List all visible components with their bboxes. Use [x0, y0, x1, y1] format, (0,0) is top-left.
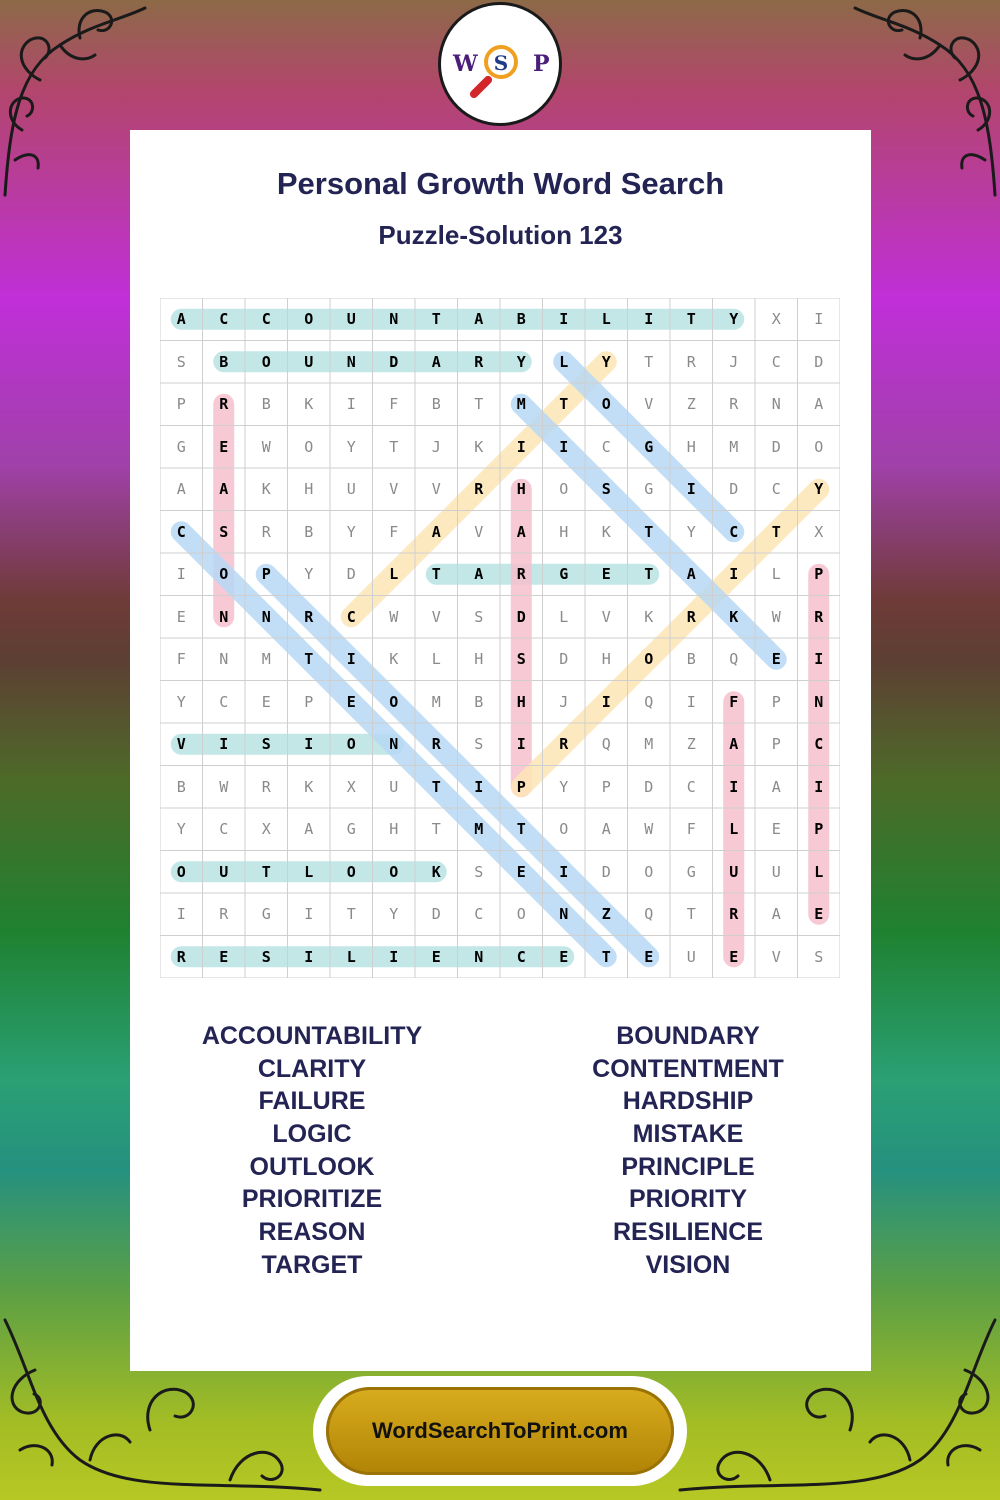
grid-cell: G — [686, 862, 696, 881]
grid-cell: R — [261, 522, 271, 541]
logo-letter-p: P — [533, 51, 550, 77]
grid-cell: I — [304, 735, 314, 753]
grid-cell: A — [516, 522, 526, 541]
grid-cell: L — [559, 607, 569, 626]
grid-cell: T — [474, 395, 484, 413]
grid-cell: O — [176, 862, 186, 881]
grid-cell: J — [559, 692, 569, 711]
grid-cell: T — [431, 310, 441, 328]
grid-cell: R — [559, 735, 569, 753]
grid-cell: E — [431, 947, 441, 966]
grid-cell: D — [814, 352, 824, 371]
grid-cell: E — [346, 692, 356, 711]
grid-cell: T — [261, 862, 271, 881]
grid-cell: N — [389, 310, 399, 328]
grid-cell: C — [686, 777, 696, 796]
grid-cell: O — [644, 650, 654, 668]
grid-cell: T — [431, 565, 441, 583]
word-list-right — [538, 1020, 838, 1282]
grid-cell: T — [389, 437, 399, 456]
word-list-item: PRIORITY — [628, 1185, 748, 1214]
grid-cell: M — [261, 650, 271, 668]
grid-cell: K — [389, 650, 399, 668]
grid-cell: A — [474, 565, 484, 583]
site-logo[interactable] — [438, 2, 562, 126]
grid-cell: X — [261, 820, 271, 838]
grid-cell: Y — [686, 522, 696, 541]
grid-cell: X — [346, 777, 356, 796]
grid-cell: I — [346, 650, 356, 668]
grid-cell: V — [176, 735, 186, 753]
grid-cell: R — [304, 607, 314, 626]
grid-cell: V — [771, 947, 781, 966]
grid-cell: T — [771, 522, 781, 541]
grid-cell: K — [729, 607, 739, 626]
grid-cell: G — [346, 820, 356, 838]
grid-cell: N — [389, 735, 399, 753]
grid-cell: I — [729, 565, 739, 583]
grid-cell: O — [389, 692, 399, 711]
grid-cell: B — [474, 692, 484, 711]
grid-cell: N — [771, 395, 781, 413]
grid-cell: R — [686, 607, 696, 626]
grid-cell: I — [559, 310, 569, 328]
grid-cell: Z — [686, 395, 696, 413]
grid-cell: L — [814, 862, 824, 881]
grid-cell: S — [814, 947, 824, 966]
grid-cell: I — [389, 947, 399, 966]
grid-cell: Y — [176, 820, 186, 838]
grid-cell: Z — [601, 905, 611, 923]
grid-cell: S — [601, 480, 611, 498]
grid-cell: R — [176, 947, 186, 966]
grid-cell: R — [474, 352, 484, 371]
grid-cell: S — [474, 862, 484, 881]
grid-cell: I — [814, 310, 824, 328]
grid-cell: O — [516, 905, 526, 923]
grid-cell: A — [814, 395, 824, 413]
grid-cell: J — [431, 437, 441, 456]
word-list-item: TARGET — [261, 1250, 363, 1279]
grid-cell: X — [771, 310, 781, 328]
grid-cell: L — [601, 310, 611, 328]
grid-cell: D — [729, 480, 739, 498]
grid-cell: D — [516, 607, 526, 626]
grid-cell: E — [814, 905, 824, 923]
grid-cell: E — [601, 565, 611, 583]
word-list-item: HARDSHIP — [622, 1087, 754, 1116]
grid-cell: E — [219, 437, 229, 456]
grid-cell: G — [176, 437, 186, 456]
grid-cell: E — [516, 862, 526, 881]
grid-cell: I — [516, 735, 526, 753]
grid-cell: T — [304, 650, 314, 668]
grid-cell: W — [771, 607, 781, 626]
grid-cell: L — [304, 862, 314, 881]
grid-cell: E — [729, 947, 739, 966]
word-list-item: VISION — [645, 1250, 731, 1279]
grid-cell: E — [559, 947, 569, 966]
word-list-item: RESILIENCE — [612, 1218, 764, 1247]
grid-cell: U — [771, 862, 781, 881]
grid-cell: A — [176, 310, 186, 328]
puzzle-subtitle: Puzzle-Solution 123 — [378, 220, 623, 250]
grid-cell: O — [261, 352, 271, 371]
grid-cell: N — [474, 947, 484, 966]
grid-cell: Y — [516, 352, 526, 371]
grid-cell: O — [304, 437, 314, 456]
grid-cell: U — [346, 480, 356, 498]
grid-cell: R — [686, 352, 696, 371]
grid-cell: A — [304, 820, 314, 838]
grid-cell: S — [516, 650, 526, 668]
grid-cell: H — [686, 437, 696, 456]
grid-cell: Y — [176, 692, 186, 711]
grid-cell: T — [431, 777, 441, 796]
grid-cell: O — [346, 862, 356, 881]
word-list-item: OUTLOOK — [249, 1152, 375, 1181]
grid-cell: R — [219, 395, 229, 413]
grid-cell: O — [644, 862, 654, 881]
grid-cell: C — [219, 820, 229, 838]
grid-cell: P — [304, 692, 314, 711]
grid-cell: I — [219, 735, 229, 753]
grid-cell: B — [219, 352, 229, 371]
grid-cell: X — [814, 522, 824, 541]
grid-cell: V — [431, 480, 441, 498]
grid-cell: A — [729, 735, 739, 753]
grid-cell: E — [771, 820, 781, 838]
grid-cell: C — [346, 607, 356, 626]
grid-cell: M — [644, 735, 654, 753]
ornament-top-left — [0, 0, 150, 200]
grid-cell: H — [304, 480, 314, 498]
grid-cell: T — [431, 820, 441, 838]
grid-cell: P — [771, 692, 781, 711]
grid-cell: C — [219, 692, 229, 711]
grid-cell: S — [261, 735, 271, 753]
grid-cell: Q — [729, 650, 739, 668]
grid-cell: I — [686, 480, 696, 498]
grid-cell: I — [176, 565, 186, 583]
grid-cell: I — [559, 437, 569, 456]
word-list-item: PRIORITIZE — [241, 1185, 383, 1214]
magnifier-icon — [484, 45, 518, 79]
grid-cell: L — [346, 947, 356, 966]
grid-cell: R — [814, 607, 824, 626]
grid-cell: I — [601, 692, 611, 711]
grid-cell: K — [601, 522, 611, 541]
grid-cell: F — [686, 820, 696, 838]
grid-cell: M — [729, 437, 739, 456]
grid-cell: O — [814, 437, 824, 456]
word-list-item: BOUNDARY — [616, 1022, 760, 1050]
grid-cell: T — [601, 947, 611, 966]
grid-cell: G — [644, 437, 654, 456]
grid-cell: F — [729, 692, 739, 711]
grid-cell: A — [176, 480, 186, 498]
grid-cell: Q — [601, 735, 611, 753]
grid-cell: F — [389, 522, 399, 541]
grid-cell: G — [644, 480, 654, 498]
grid-cell: R — [729, 905, 739, 923]
grid-cell: R — [729, 395, 739, 413]
grid-cell: L — [389, 565, 399, 583]
grid-cell: C — [771, 480, 781, 498]
grid-cell: G — [559, 565, 569, 583]
grid-cell: E — [176, 607, 186, 626]
grid-cell: O — [601, 395, 611, 413]
grid-cell: U — [686, 947, 696, 966]
grid-cell: T — [644, 352, 654, 371]
grid-cell: B — [686, 650, 696, 668]
grid-cell: T — [559, 395, 569, 413]
grid-cell: B — [261, 395, 271, 413]
grid-cell: O — [389, 862, 399, 881]
grid-cell: K — [261, 480, 271, 498]
site-link-button[interactable]: WordSearchToPrint.com — [326, 1387, 674, 1475]
grid-cell: D — [644, 777, 654, 796]
grid-cell: C — [219, 310, 229, 328]
grid-cell: H — [559, 522, 569, 541]
grid-cell: C — [729, 522, 739, 541]
grid-cell: A — [686, 565, 696, 583]
grid-cell: N — [261, 607, 271, 626]
grid-cell: B — [304, 522, 314, 541]
grid-cell: I — [729, 777, 739, 796]
grid-cell: G — [261, 905, 271, 923]
grid-cell: R — [219, 905, 229, 923]
grid-cell: C — [601, 437, 611, 456]
grid-cell: Q — [644, 692, 654, 711]
grid-cell: D — [431, 905, 441, 923]
magnifier-handle — [468, 74, 493, 99]
grid-cell: O — [219, 565, 229, 583]
grid-cell: D — [771, 437, 781, 456]
grid-cell: A — [771, 777, 781, 796]
grid-cell: K — [304, 395, 314, 413]
grid-cell: I — [304, 905, 314, 923]
grid-cell: P — [814, 565, 824, 583]
grid-cell: J — [729, 352, 739, 371]
grid-cell: N — [559, 905, 569, 923]
grid-cell: W — [644, 820, 654, 838]
grid-cell: P — [601, 777, 611, 796]
word-list-item: CLARITY — [257, 1054, 367, 1083]
grid-cell: A — [474, 310, 484, 328]
grid-cell: U — [346, 310, 356, 328]
grid-cell: S — [474, 735, 484, 753]
grid-cell: I — [686, 692, 696, 711]
grid-cell: B — [516, 310, 526, 328]
grid-cell: H — [601, 650, 611, 668]
grid-cell: B — [176, 777, 186, 796]
word-list-left — [162, 1020, 462, 1282]
grid-cell: T — [686, 310, 696, 328]
grid-cell: D — [346, 565, 356, 583]
grid-cell: T — [644, 565, 654, 583]
grid-cell: U — [729, 862, 739, 881]
grid-cell: S — [176, 352, 186, 371]
grid-cell: H — [474, 650, 484, 668]
grid-cell: L — [431, 650, 441, 668]
grid-cell: C — [516, 947, 526, 966]
puzzle-title: Personal Growth Word Search — [276, 166, 725, 201]
grid-cell: D — [559, 650, 569, 668]
grid-cell: Y — [304, 565, 314, 583]
grid-cell: C — [474, 905, 484, 923]
grid-cell: V — [389, 480, 399, 498]
grid-cell: Y — [389, 905, 399, 923]
grid-cell: I — [304, 947, 314, 966]
grid-cell: U — [304, 352, 314, 371]
grid-cell: E — [261, 692, 271, 711]
grid-cell: K — [644, 607, 654, 626]
grid-cell: P — [176, 395, 186, 413]
grid-cell: F — [176, 650, 186, 668]
logo-letter-s: S — [493, 51, 509, 75]
grid-cell: T — [644, 522, 654, 541]
grid-cell: N — [346, 352, 356, 371]
word-list-item: FAILURE — [258, 1087, 366, 1116]
grid-cell: V — [474, 522, 484, 541]
grid-cell: Y — [814, 480, 824, 498]
grid-cell: F — [389, 395, 399, 413]
grid-cell: D — [389, 352, 399, 371]
grid-cell: I — [474, 777, 484, 796]
grid-cell: O — [346, 735, 356, 753]
ornament-top-right — [850, 0, 1000, 200]
grid-cell: R — [516, 565, 526, 583]
grid-cell: O — [559, 820, 569, 838]
logo-letter-w: W — [453, 51, 478, 77]
grid-cell: T — [686, 905, 696, 923]
grid-cell: W — [389, 607, 399, 626]
grid-cell: K — [304, 777, 314, 796]
grid-cell: M — [474, 820, 484, 838]
word-list-item: ACCOUNTABILITY — [201, 1022, 423, 1050]
grid-cell: S — [261, 947, 271, 966]
grid-cell: K — [431, 862, 441, 881]
grid-cell: D — [601, 862, 611, 881]
grid-cell: P — [261, 565, 271, 583]
grid-cell: W — [219, 777, 229, 796]
grid-cell: N — [814, 692, 824, 711]
grid-cell: A — [601, 820, 611, 838]
grid-cell: T — [516, 820, 526, 838]
grid-cell: Y — [601, 352, 611, 371]
grid-cell: L — [559, 352, 569, 371]
grid-cell: R — [474, 480, 484, 498]
grid-cell: W — [261, 437, 271, 456]
grid-cell: V — [644, 395, 654, 413]
grid-cell: M — [516, 395, 526, 413]
grid-cell: I — [814, 777, 824, 796]
letter-grid — [160, 298, 840, 978]
grid-cell: M — [431, 692, 441, 711]
grid-cell: Y — [346, 522, 356, 541]
grid-cell: A — [431, 522, 441, 541]
grid-cell: E — [644, 947, 654, 966]
grid-cell: Y — [729, 310, 739, 328]
grid-cell: C — [261, 310, 271, 328]
word-list-item: MISTAKE — [632, 1120, 744, 1149]
grid-cell: I — [176, 905, 186, 923]
grid-cell: P — [771, 735, 781, 753]
grid-cell: S — [474, 607, 484, 626]
grid-cell: N — [219, 650, 229, 668]
grid-cell: U — [389, 777, 399, 796]
grid-cell: O — [304, 310, 314, 328]
word-list-item: LOGIC — [272, 1120, 352, 1149]
grid-cell: H — [389, 820, 399, 838]
grid-cell: I — [346, 395, 356, 413]
grid-cell: Q — [644, 905, 654, 923]
grid-cell: S — [219, 522, 229, 541]
grid-cell: Y — [346, 437, 356, 456]
grid-cell: Y — [559, 777, 569, 796]
grid-cell: V — [431, 607, 441, 626]
grid-cell: A — [431, 352, 441, 371]
word-list-item: CONTENTMENT — [592, 1054, 784, 1083]
grid-cell: L — [771, 565, 781, 583]
grid-cell: C — [771, 352, 781, 371]
grid-cell: E — [219, 947, 229, 966]
grid-cell: B — [431, 395, 441, 413]
grid-cell: E — [771, 650, 781, 668]
grid-cell: L — [729, 820, 739, 838]
word-list-item: PRINCIPLE — [621, 1152, 755, 1181]
grid-cell: A — [219, 480, 229, 498]
grid-cell: I — [559, 862, 569, 881]
grid-cell: C — [814, 735, 824, 753]
grid-cell: R — [431, 735, 441, 753]
grid-cell: V — [601, 607, 611, 626]
grid-cell: H — [516, 692, 526, 711]
grid-cell: P — [814, 820, 824, 838]
grid-cell: N — [219, 607, 229, 626]
grid-cell: I — [516, 437, 526, 456]
word-list-item: REASON — [258, 1218, 366, 1247]
grid-cell: A — [771, 905, 781, 923]
grid-cell: O — [559, 480, 569, 498]
grid-cell: K — [474, 437, 484, 456]
grid-cell: I — [814, 650, 824, 668]
grid-cell: Z — [686, 735, 696, 753]
grid-cell: U — [219, 862, 229, 881]
grid-cell: H — [516, 480, 526, 498]
grid-cell: P — [516, 777, 526, 796]
grid-cell: R — [261, 777, 271, 796]
grid-cell: T — [346, 905, 356, 923]
grid-cell: C — [176, 522, 186, 541]
grid-cell: I — [644, 310, 654, 328]
